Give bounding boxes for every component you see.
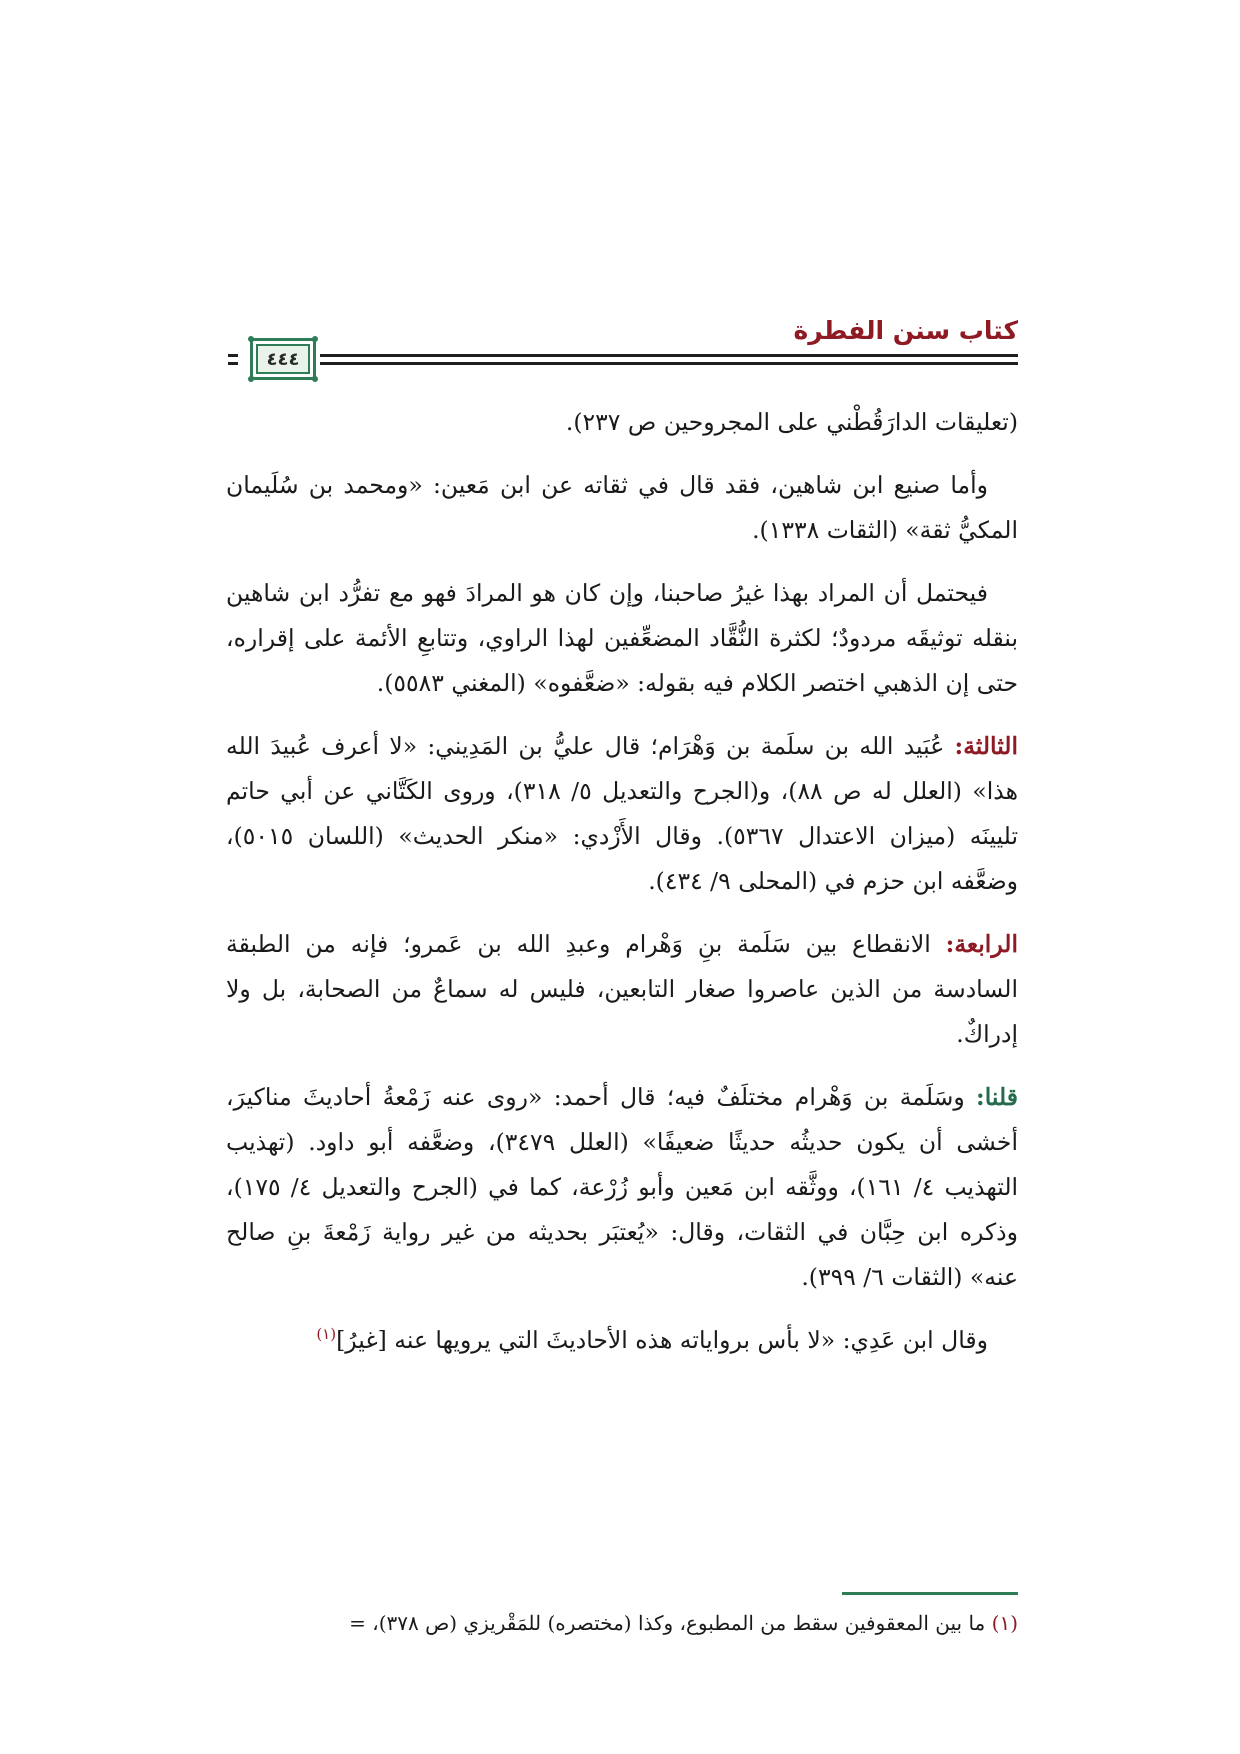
page-header [228, 312, 1018, 382]
paragraph-third [226, 724, 1018, 904]
paragraph-qulna [226, 1075, 1018, 1300]
paragraph-text: الانقطاع بين سَلَمة بنِ وَهْرام وعبدِ الله بن عَمرو؛ فإنه من الطبقة السادسة من الذين عاصروا صغار التابعين، فليس له سماعٌ من الصحابة، بل ولا إدراكٌ. [226, 930, 1018, 1048]
paragraph-lead-label: الثالثة: [954, 732, 1018, 760]
paragraph-text: وسَلَمة بن وَهْرام مختلَفٌ فيه؛ قال أحمد: «روى عنه زَمْعةُ أحاديثَ مناكيرَ، أخشى أن يكون حديثُه حديثًا ضعيفًا» (العلل ٣٤٧٩)، وضعَّفه أبو داود. (تهذيب التهذيب ٤/ ١٦١)، ووثَّقه ابن مَعين وأبو زُرْعة، كما في (الجرح والتعديل ٤/ ١٧٥)، وذكره ابن حِبَّان في الثقات، وقال: «يُعتبَر بحديثه من غير رواية زَمْعةَ بنِ صالح عنه» (الثقات ٦/ ٣٩٩). [226, 1083, 1019, 1291]
ornament-dot-icon [248, 336, 254, 342]
page-number-badge [250, 338, 316, 380]
footnote [226, 1606, 1018, 1640]
paragraph-text: فيحتمل أن المراد بهذا غيرُ صاحبنا، وإن كان هو المرادَ فهو مع تفرُّد ابن شاهين بنقله توثيقَه مردودٌ؛ لكثرة النُّقَّاد المضعِّفين لهذا الراوي، وتتابعِ الأئمة على إقراره، حتى إن الذهبي اختصر الكلام فيه بقوله: «ضعَّفوه» (المغني ٥٥٨٣). [226, 579, 1018, 697]
ornament-dot-icon [312, 376, 318, 382]
paragraph-fourth [226, 922, 1018, 1057]
footnote-text: ما بين المعقوفين سقط من المطبوع، وكذا (مختصره) للمَقْريزي (ص ٣٧٨)، = [349, 1611, 992, 1635]
paragraph-text: وأما صنيع ابن شاهين، فقد قال في ثقاته عن ابن مَعين: «ومحمد بن سُلَيمان المكيُّ ثقة» (الثقات ١٣٣٨). [226, 471, 1018, 544]
paragraph-analysis [226, 571, 1018, 706]
header-rule-top [228, 354, 1018, 357]
header-rule-bottom [228, 362, 1018, 365]
paragraph-citation [226, 400, 1018, 445]
paragraph-text: وقال ابن عَدِي: «لا بأس برواياته هذه الأحاديثَ التي يرويها عنه [غيرُ] [336, 1326, 988, 1354]
paragraph-ibn-shahin [226, 463, 1018, 553]
page-number: ٤٤٤ [256, 344, 310, 374]
footnote-reference[interactable]: (١) [316, 1325, 337, 1344]
main-text [226, 400, 1018, 1381]
footnote-number: (١) [991, 1611, 1018, 1635]
paragraph-ibn-adi [226, 1318, 1018, 1363]
ornament-dot-icon [248, 376, 254, 382]
paragraph-text: عُبَيد الله بن سلَمة بن وَهْرَام؛ قال عليُّ بن المَدِيني: «لا أعرف عُبيدَ الله هذا» (العلل له ص ٨٨)، و(الجرح والتعديل ٥/ ٣١٨)، وروى الكَتَّاني عن أبي حاتم تليينَه (ميزان الاعتدال ٥٣٦٧). وقال الأَزْدي: «منكر الحديث» (اللسان ٥٠١٥)، وضعَّفه ابن حزم في (المحلى ٩/ ٤٣٤). [226, 732, 1019, 895]
paragraph-lead-label: قلنا: [976, 1083, 1018, 1111]
book-title: كتاب سنن الفطرة [793, 316, 1018, 345]
paragraph-text: (تعليقات الدارَقُطْني على المجروحين ص ٢٣٧). [565, 408, 1018, 436]
paragraph-lead-label: الرابعة: [945, 930, 1018, 958]
footnote-separator [842, 1592, 1018, 1595]
ornament-dot-icon [312, 336, 318, 342]
